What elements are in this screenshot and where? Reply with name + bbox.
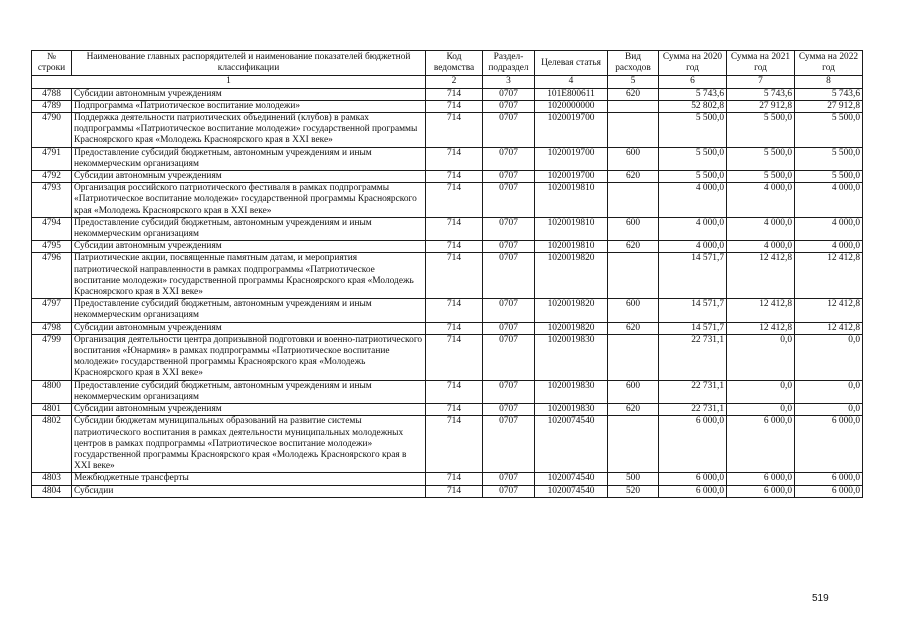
row-sum-2021: 5 500,0 — [727, 113, 795, 148]
row-expense-type — [608, 253, 659, 299]
row-target: 101Е800611 — [535, 88, 608, 100]
row-section: 0707 — [483, 334, 535, 380]
row-target: 1020019810 — [535, 217, 608, 240]
row-sum-2022: 5 500,0 — [795, 113, 863, 148]
row-sum-2022: 12 412,8 — [795, 253, 863, 299]
row-dept-code: 714 — [426, 334, 483, 380]
row-name: Субсидии автономным учреждениям — [72, 241, 426, 253]
table-row — [32, 253, 863, 299]
row-expense-type: 620 — [608, 241, 659, 253]
row-section: 0707 — [483, 322, 535, 334]
row-sum-2020: 22 731,1 — [659, 404, 727, 416]
row-sum-2021: 6 000,0 — [727, 473, 795, 485]
table-row — [32, 380, 863, 403]
row-sum-2022: 6 000,0 — [795, 416, 863, 473]
table-row — [32, 404, 863, 416]
row-target: 1020019820 — [535, 299, 608, 322]
row-name: Предоставление субсидий бюджетным, автономным учреждениям и иным некоммерческим организациям — [72, 299, 426, 322]
row-number: 4793 — [32, 183, 72, 218]
column-number: 3 — [483, 76, 535, 88]
row-number: 4789 — [32, 100, 72, 112]
header-target: Целевая статья — [535, 51, 608, 76]
row-sum-2021: 27 912,8 — [727, 100, 795, 112]
row-sum-2022: 0,0 — [795, 380, 863, 403]
row-sum-2022: 5 500,0 — [795, 147, 863, 170]
row-expense-type: 520 — [608, 485, 659, 497]
row-expense-type — [608, 416, 659, 473]
row-sum-2020: 5 743,6 — [659, 88, 727, 100]
row-number: 4799 — [32, 334, 72, 380]
header-sum-2022: Сумма на 2022 год — [795, 51, 863, 76]
row-sum-2022: 0,0 — [795, 404, 863, 416]
row-sum-2021: 6 000,0 — [727, 485, 795, 497]
row-name: Предоставление субсидий бюджетным, автономным учреждениям и иным некоммерческим организациям — [72, 380, 426, 403]
row-target: 1020019830 — [535, 404, 608, 416]
row-name: Субсидии автономным учреждениям — [72, 404, 426, 416]
row-expense-type: 600 — [608, 217, 659, 240]
row-section: 0707 — [483, 100, 535, 112]
row-target: 1020019700 — [535, 147, 608, 170]
column-number: 1 — [32, 76, 426, 88]
row-sum-2021: 5 500,0 — [727, 171, 795, 183]
row-expense-type — [608, 334, 659, 380]
row-dept-code: 714 — [426, 380, 483, 403]
row-dept-code: 714 — [426, 217, 483, 240]
row-target: 1020019810 — [535, 183, 608, 218]
row-target: 1020000000 — [535, 100, 608, 112]
row-target: 1020019830 — [535, 334, 608, 380]
row-target: 1020019810 — [535, 241, 608, 253]
row-sum-2022: 4 000,0 — [795, 183, 863, 218]
row-dept-code: 714 — [426, 416, 483, 473]
row-number: 4791 — [32, 147, 72, 170]
row-sum-2021: 0,0 — [727, 334, 795, 380]
row-section: 0707 — [483, 380, 535, 403]
header-row-no: № строки — [32, 51, 72, 76]
row-target: 1020074540 — [535, 485, 608, 497]
row-dept-code: 714 — [426, 299, 483, 322]
row-target: 1020019820 — [535, 253, 608, 299]
row-dept-code: 714 — [426, 485, 483, 497]
row-dept-code: 714 — [426, 473, 483, 485]
row-section: 0707 — [483, 485, 535, 497]
row-sum-2022: 27 912,8 — [795, 100, 863, 112]
row-sum-2020: 4 000,0 — [659, 217, 727, 240]
row-expense-type: 620 — [608, 322, 659, 334]
row-sum-2021: 5 743,6 — [727, 88, 795, 100]
row-target: 1020074540 — [535, 473, 608, 485]
table-row — [32, 217, 863, 240]
row-dept-code: 714 — [426, 88, 483, 100]
row-target: 1020074540 — [535, 416, 608, 473]
row-sum-2022: 6 000,0 — [795, 473, 863, 485]
table-row — [32, 171, 863, 183]
row-expense-type — [608, 113, 659, 148]
row-name: Субсидии — [72, 485, 426, 497]
row-name: Предоставление субсидий бюджетным, автономным учреждениям и иным некоммерческим организациям — [72, 217, 426, 240]
row-dept-code: 714 — [426, 171, 483, 183]
row-expense-type — [608, 100, 659, 112]
row-number: 4801 — [32, 404, 72, 416]
row-name: Патриотические акции, посвященные памятным датам, и мероприятия патриотической направленности в рамках подпрограммы «Патриотическое воспитание молодежи» государственной программы Красноярского края «Молодежь Красноярского края в XXI веке» — [72, 253, 426, 299]
row-expense-type: 600 — [608, 299, 659, 322]
budget-sheet — [31, 50, 862, 498]
row-sum-2021: 5 500,0 — [727, 147, 795, 170]
row-sum-2020: 52 802,8 — [659, 100, 727, 112]
row-sum-2021: 4 000,0 — [727, 183, 795, 218]
column-number: 5 — [608, 76, 659, 88]
row-sum-2020: 6 000,0 — [659, 485, 727, 497]
table-row — [32, 88, 863, 100]
row-sum-2021: 4 000,0 — [727, 241, 795, 253]
header-section: Раздел-подраздел — [483, 51, 535, 76]
table-body — [32, 88, 863, 497]
row-name: Подпрограмма «Патриотическое воспитание молодежи» — [72, 100, 426, 112]
row-sum-2022: 5 743,6 — [795, 88, 863, 100]
row-number: 4792 — [32, 171, 72, 183]
row-number: 4794 — [32, 217, 72, 240]
column-number: 2 — [426, 76, 483, 88]
row-name: Субсидии автономным учреждениям — [72, 88, 426, 100]
row-dept-code: 714 — [426, 322, 483, 334]
row-dept-code: 714 — [426, 404, 483, 416]
row-number: 4795 — [32, 241, 72, 253]
table-row — [32, 183, 863, 218]
row-sum-2020: 4 000,0 — [659, 183, 727, 218]
row-name: Организация деятельности центра допризывной подготовки и военно-патриотического воспитания «Юнармия» в рамках подпрограммы «Патриотическое воспитание молодежи» государственной программы Красноярского края «Молодежь Красноярского края в XXI веке» — [72, 334, 426, 380]
table-row — [32, 299, 863, 322]
row-sum-2022: 12 412,8 — [795, 322, 863, 334]
row-number: 4797 — [32, 299, 72, 322]
row-sum-2020: 5 500,0 — [659, 147, 727, 170]
row-name: Субсидии автономным учреждениям — [72, 171, 426, 183]
column-number: 4 — [535, 76, 608, 88]
row-sum-2021: 12 412,8 — [727, 253, 795, 299]
row-expense-type: 620 — [608, 404, 659, 416]
column-number: 6 — [659, 76, 727, 88]
row-sum-2021: 0,0 — [727, 380, 795, 403]
row-sum-2020: 14 571,7 — [659, 322, 727, 334]
row-sum-2021: 4 000,0 — [727, 217, 795, 240]
row-sum-2021: 12 412,8 — [727, 299, 795, 322]
row-name: Предоставление субсидий бюджетным, автономным учреждениям и иным некоммерческим организациям — [72, 147, 426, 170]
row-sum-2020: 14 571,7 — [659, 253, 727, 299]
row-number: 4788 — [32, 88, 72, 100]
table-header — [32, 51, 863, 89]
table-row — [32, 241, 863, 253]
row-number: 4798 — [32, 322, 72, 334]
row-target: 1020019820 — [535, 322, 608, 334]
row-section: 0707 — [483, 147, 535, 170]
row-dept-code: 714 — [426, 253, 483, 299]
row-sum-2022: 4 000,0 — [795, 241, 863, 253]
table-row — [32, 322, 863, 334]
row-section: 0707 — [483, 217, 535, 240]
row-section: 0707 — [483, 241, 535, 253]
table-row — [32, 416, 863, 473]
header-sum-2021: Сумма на 2021 год — [727, 51, 795, 76]
table-row — [32, 147, 863, 170]
row-expense-type: 600 — [608, 147, 659, 170]
row-target: 1020019830 — [535, 380, 608, 403]
row-dept-code: 714 — [426, 113, 483, 148]
column-number-row — [32, 76, 863, 88]
row-number: 4802 — [32, 416, 72, 473]
row-sum-2022: 0,0 — [795, 334, 863, 380]
row-sum-2022: 4 000,0 — [795, 217, 863, 240]
row-section: 0707 — [483, 473, 535, 485]
row-section: 0707 — [483, 404, 535, 416]
table-row — [32, 485, 863, 497]
budget-table — [31, 50, 863, 498]
header-name: Наименование главных распорядителей и наименование показателей бюджетной классификации — [72, 51, 426, 76]
row-sum-2020: 6 000,0 — [659, 416, 727, 473]
table-row — [32, 100, 863, 112]
row-number: 4803 — [32, 473, 72, 485]
row-sum-2020: 6 000,0 — [659, 473, 727, 485]
row-sum-2021: 6 000,0 — [727, 416, 795, 473]
row-section: 0707 — [483, 299, 535, 322]
row-dept-code: 714 — [426, 241, 483, 253]
header-expense-type: Вид расходов — [608, 51, 659, 76]
row-sum-2022: 6 000,0 — [795, 485, 863, 497]
row-section: 0707 — [483, 183, 535, 218]
row-sum-2021: 0,0 — [727, 404, 795, 416]
row-target: 1020019700 — [535, 171, 608, 183]
row-name: Организация российского патриотического фестиваля в рамках подпрограммы «Патриотическое воспитание молодежи» государственной программы Красноярского края «Молодежь Красноярского края в XXI веке» — [72, 183, 426, 218]
row-sum-2020: 5 500,0 — [659, 171, 727, 183]
row-section: 0707 — [483, 416, 535, 473]
row-target: 1020019700 — [535, 113, 608, 148]
row-expense-type: 620 — [608, 88, 659, 100]
row-name: Субсидии автономным учреждениям — [72, 322, 426, 334]
row-sum-2022: 12 412,8 — [795, 299, 863, 322]
row-name: Межбюджетные трансферты — [72, 473, 426, 485]
row-name: Субсидии бюджетам муниципальных образований на развитие системы патриотического воспитания в рамках деятельности муниципальных молодежных центров в рамках подпрограммы «Патриотическое воспитание молодежи» государственной программы Красноярского края «Молодежь Красноярского края в XXI веке» — [72, 416, 426, 473]
header-sum-2020: Сумма на 2020 год — [659, 51, 727, 76]
row-expense-type — [608, 183, 659, 218]
row-expense-type: 600 — [608, 380, 659, 403]
header-row — [32, 51, 863, 76]
row-section: 0707 — [483, 88, 535, 100]
row-number: 4790 — [32, 113, 72, 148]
table-row — [32, 473, 863, 485]
table-row — [32, 334, 863, 380]
row-section: 0707 — [483, 113, 535, 148]
row-dept-code: 714 — [426, 183, 483, 218]
row-sum-2021: 12 412,8 — [727, 322, 795, 334]
row-section: 0707 — [483, 171, 535, 183]
row-sum-2020: 5 500,0 — [659, 113, 727, 148]
table-row — [32, 113, 863, 148]
header-dept-code: Код ведомства — [426, 51, 483, 76]
row-sum-2020: 22 731,1 — [659, 380, 727, 403]
row-expense-type: 620 — [608, 171, 659, 183]
row-number: 4804 — [32, 485, 72, 497]
row-sum-2022: 5 500,0 — [795, 171, 863, 183]
row-sum-2020: 22 731,1 — [659, 334, 727, 380]
row-dept-code: 714 — [426, 147, 483, 170]
row-expense-type: 500 — [608, 473, 659, 485]
page-number: 519 — [812, 593, 829, 604]
row-sum-2020: 14 571,7 — [659, 299, 727, 322]
column-number: 8 — [795, 76, 863, 88]
row-name: Поддержка деятельности патриотических объединений (клубов) в рамках подпрограммы «Патриотическое воспитание молодежи» государственной программы Красноярского края «Молодежь Красноярского края в XXI веке» — [72, 113, 426, 148]
column-number: 7 — [727, 76, 795, 88]
row-sum-2020: 4 000,0 — [659, 241, 727, 253]
row-number: 4796 — [32, 253, 72, 299]
row-section: 0707 — [483, 253, 535, 299]
row-number: 4800 — [32, 380, 72, 403]
row-dept-code: 714 — [426, 100, 483, 112]
